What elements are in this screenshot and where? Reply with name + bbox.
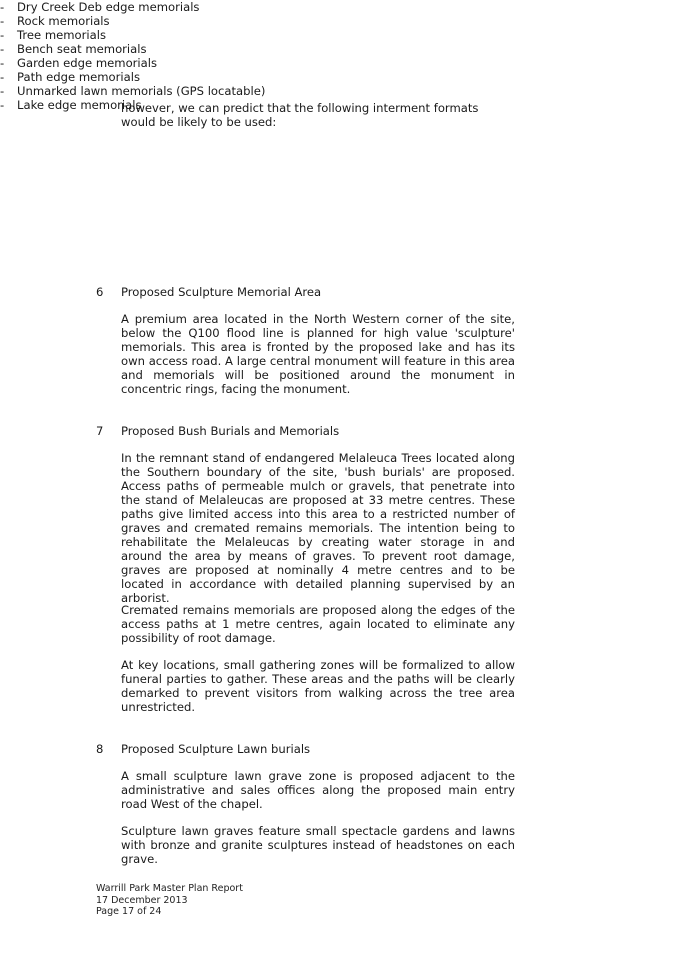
page-footer [96, 883, 243, 918]
section-7-paragraph-2: Cremated remains memorials are proposed along the edges of the access paths at 1 metre centres, again located to eliminate any possibility of root damage. [121, 603, 515, 645]
section-7-paragraph-1: In the remnant stand of endangered Melaleuca Trees located along the Southern boundary of the site, 'bush burials' are proposed. Access paths of permeable mulch or gravels, that penetrate into the stand of Melaleucas are proposed at 33 metre centres. These paths give limited access into this area to a restricted number of graves and cremated remains memorials. The intention being to rehabilitate the Melaleucas by creating water storage in and around the area by means of graves. To prevent root damage, graves are proposed at nominally 4 metre centres and to be located in accordance with detailed planning supervised by an arborist. [121, 451, 515, 605]
list-bullet: - [0, 56, 5, 70]
list-bullet: - [0, 98, 5, 112]
list-item: - Bench seat memorials [0, 42, 147, 56]
section-title: Proposed Sculpture Lawn burials [121, 742, 311, 756]
list-bullet: - [0, 14, 5, 28]
list-bullet: - [0, 0, 5, 14]
section-heading-6 [96, 285, 321, 299]
list-item: - Rock memorials [0, 14, 110, 28]
list-bullet: - [0, 42, 5, 56]
list-item: - Unmarked lawn memorials (GPS locatable) [0, 84, 266, 98]
interment-format-list [0, 0, 395, 112]
list-item: - Dry Creek Deb edge memorials [0, 0, 200, 14]
section-title: Proposed Sculpture Memorial Area [121, 285, 322, 299]
section-title: Proposed Bush Burials and Memorials [121, 424, 340, 438]
section-8-paragraph-1: A small sculpture lawn grave zone is proposed adjacent to the administrative and sales offices along the proposed main entry road West of the chapel. [121, 769, 515, 811]
section-number: 8 [96, 742, 104, 756]
list-bullet: - [0, 28, 5, 42]
list-item: - Lake edge memorials [0, 98, 142, 112]
footer-date: 17 December 2013 [96, 894, 188, 906]
section-number: 6 [96, 285, 104, 299]
section-6-paragraph-1: A premium area located in the North Western corner of the site, below the Q100 flood line is planned for high value 'sculpture' memorials. This area is fronted by the proposed lake and has its own access road. A large central monument will feature in this area and memorials will be positioned around the monument in concentric rings, facing the monument. [121, 312, 515, 396]
list-bullet: - [0, 84, 5, 98]
footer-page-number: Page 17 of 24 [96, 906, 162, 917]
list-item: - Tree memorials [0, 28, 107, 42]
section-number: 7 [96, 424, 104, 438]
section-heading-8 [96, 742, 310, 756]
section-7-paragraph-3: At key locations, small gathering zones will be formalized to allow funeral parties to gather. These areas and the paths will be clearly demarked to prevent visitors from walking across the tree area unrestricted. [121, 658, 515, 714]
intro-paragraph: however, we can predict that the following interment formats would be likely to be used: [121, 101, 479, 129]
list-bullet: - [0, 70, 5, 84]
section-8-paragraph-2: Sculpture lawn graves feature small spectacle gardens and lawns with bronze and granite sculptures instead of headstones on each grave. [121, 824, 515, 866]
list-item: - Garden edge memorials [0, 56, 158, 70]
section-heading-7 [96, 424, 339, 438]
footer-report-title: Warrill Park Master Plan Report [96, 883, 243, 894]
list-item: - Path edge memorials [0, 70, 140, 84]
